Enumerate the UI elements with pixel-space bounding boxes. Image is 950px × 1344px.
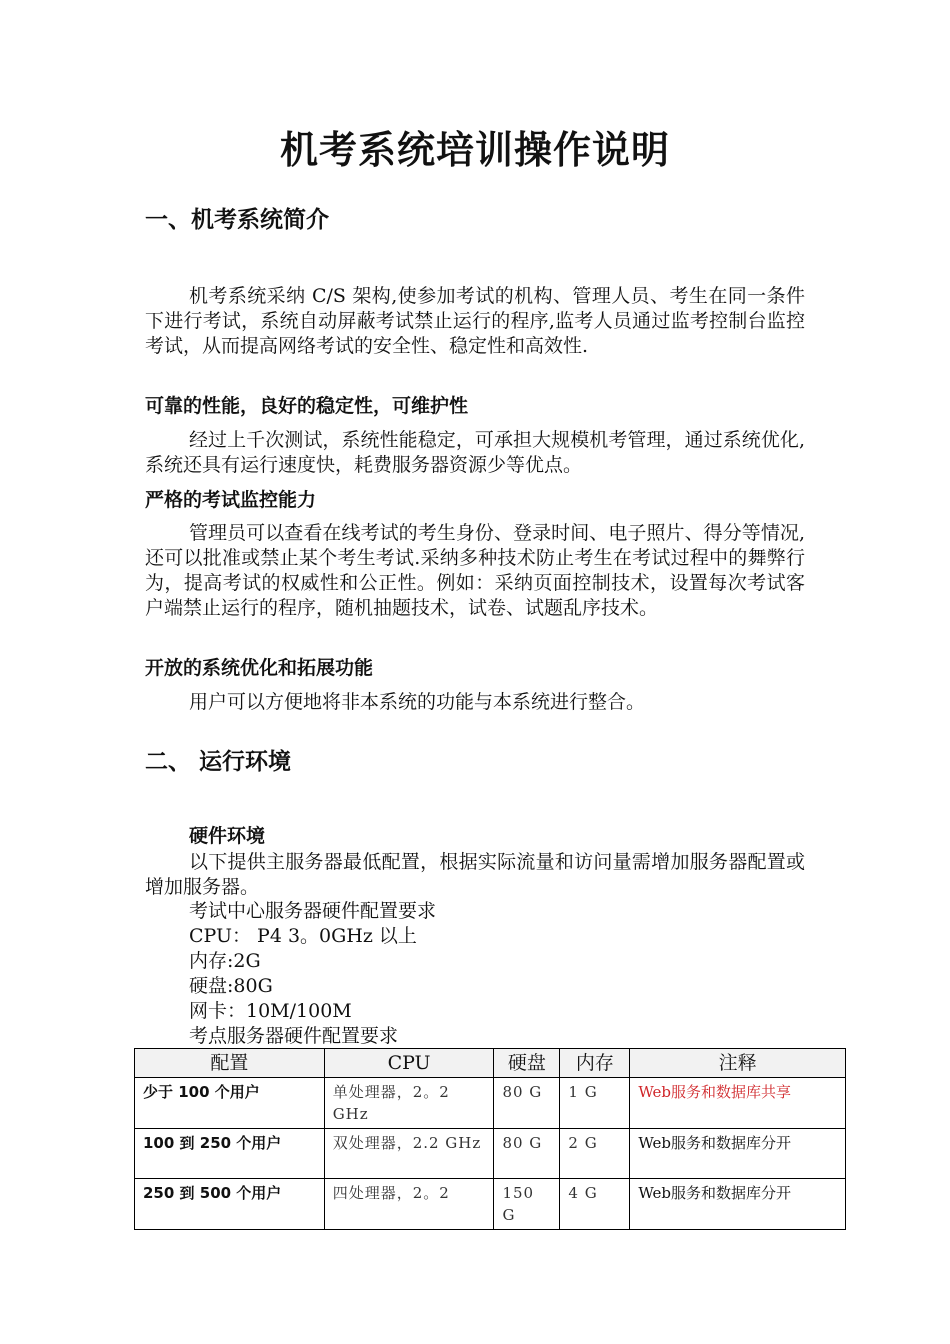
table-header-cell: 硬盘 — [494, 1049, 560, 1078]
table-cell-memory: 2 G — [560, 1129, 630, 1179]
table-cell-cpu: 双处理器，2.2 GHz — [324, 1129, 494, 1179]
document-title: 机考系统培训操作说明 — [279, 128, 670, 172]
hardware-heading: 硬件环境 — [189, 825, 266, 847]
table-header-cell: 注释 — [630, 1049, 846, 1078]
table-cell-disk: 80 G — [494, 1078, 560, 1129]
table-cell-config: 100 到 250 个用户 — [135, 1129, 325, 1179]
table-cell-note: Web服务和数据库分开 — [630, 1179, 846, 1230]
table-cell-config: 250 到 500 个用户 — [135, 1179, 325, 1230]
memory-requirement: 内存:2G — [189, 950, 261, 972]
table-cell-note: Web服务和数据库分开 — [630, 1129, 846, 1179]
table-cell-note: Web服务和数据库共享 — [630, 1078, 846, 1129]
feature-title-monitoring: 严格的考试监控能力 — [145, 489, 317, 511]
section-heading-intro: 一、机考系统简介 — [145, 207, 329, 233]
table-header-cell: 配置 — [135, 1049, 325, 1078]
section-heading-environment: 二、 运行环境 — [145, 749, 292, 775]
table-row — [135, 1078, 846, 1129]
cpu-requirement: CPU： P4 3。0GHz 以上 — [189, 925, 417, 947]
intro-paragraph: 机考系统采纳 C/S 架构,使参加考试的机构、管理人员、考生在同一条件下进行考试，系统自动屏蔽考试禁止运行的程序,监考人员通过监考控制台监控考试，从而提高网络考试的安全性、稳定性和高效性. — [145, 285, 805, 357]
nic-requirement: 网卡：10M/100M — [189, 1000, 352, 1022]
table-cell-memory: 1 G — [560, 1078, 630, 1129]
table-header-row — [135, 1049, 846, 1078]
table-cell-disk: 80 G — [494, 1129, 560, 1179]
feature-title-extension: 开放的系统优化和拓展功能 — [145, 657, 374, 679]
disk-requirement: 硬盘:80G — [189, 975, 273, 997]
table-header-cell: 内存 — [560, 1049, 630, 1078]
table-cell-memory: 4 G — [560, 1179, 630, 1230]
table-cell-cpu: 单处理器，2。2 GHz — [324, 1078, 494, 1129]
table-cell-disk: 150 G — [494, 1179, 560, 1230]
table-cell-config: 少于 100 个用户 — [135, 1078, 325, 1129]
feature-text-monitoring: 管理员可以查看在线考试的考生身份、登录时间、电子照片、得分等情况,还可以批准或禁止某个考生考试.采纳多种技术防止考生在考试过程中的舞弊行为，提高考试的权威性和公正性。例如：采纳页面控制技术，设置每次考试客户端禁止运行的程序，随机抽题技术，试卷、试题乱序技术。 — [145, 522, 805, 619]
table-cell-cpu: 四处理器，2。2 — [324, 1179, 494, 1230]
table-row — [135, 1129, 846, 1179]
feature-title-reliability: 可靠的性能，良好的稳定性，可维护性 — [145, 395, 469, 417]
table-row — [135, 1179, 846, 1230]
table-header-cell: CPU — [324, 1049, 494, 1078]
feature-text-reliability: 经过上千次测试，系统性能稳定，可承担大规模机考管理，通过系统优化,系统还具有运行速度快，耗费服务器资源少等优点。 — [145, 429, 805, 476]
site-requirement-label: 考点服务器硬件配置要求 — [189, 1025, 399, 1047]
center-requirement-label: 考试中心服务器硬件配置要求 — [189, 900, 437, 922]
hardware-config-table — [134, 1048, 846, 1230]
feature-text-extension: 用户可以方便地将非本系统的功能与本系统进行整合。 — [189, 691, 646, 713]
hardware-intro: 以下提供主服务器最低配置，根据实际流量和访问量需增加服务器配置或增加服务器。 — [145, 851, 805, 898]
